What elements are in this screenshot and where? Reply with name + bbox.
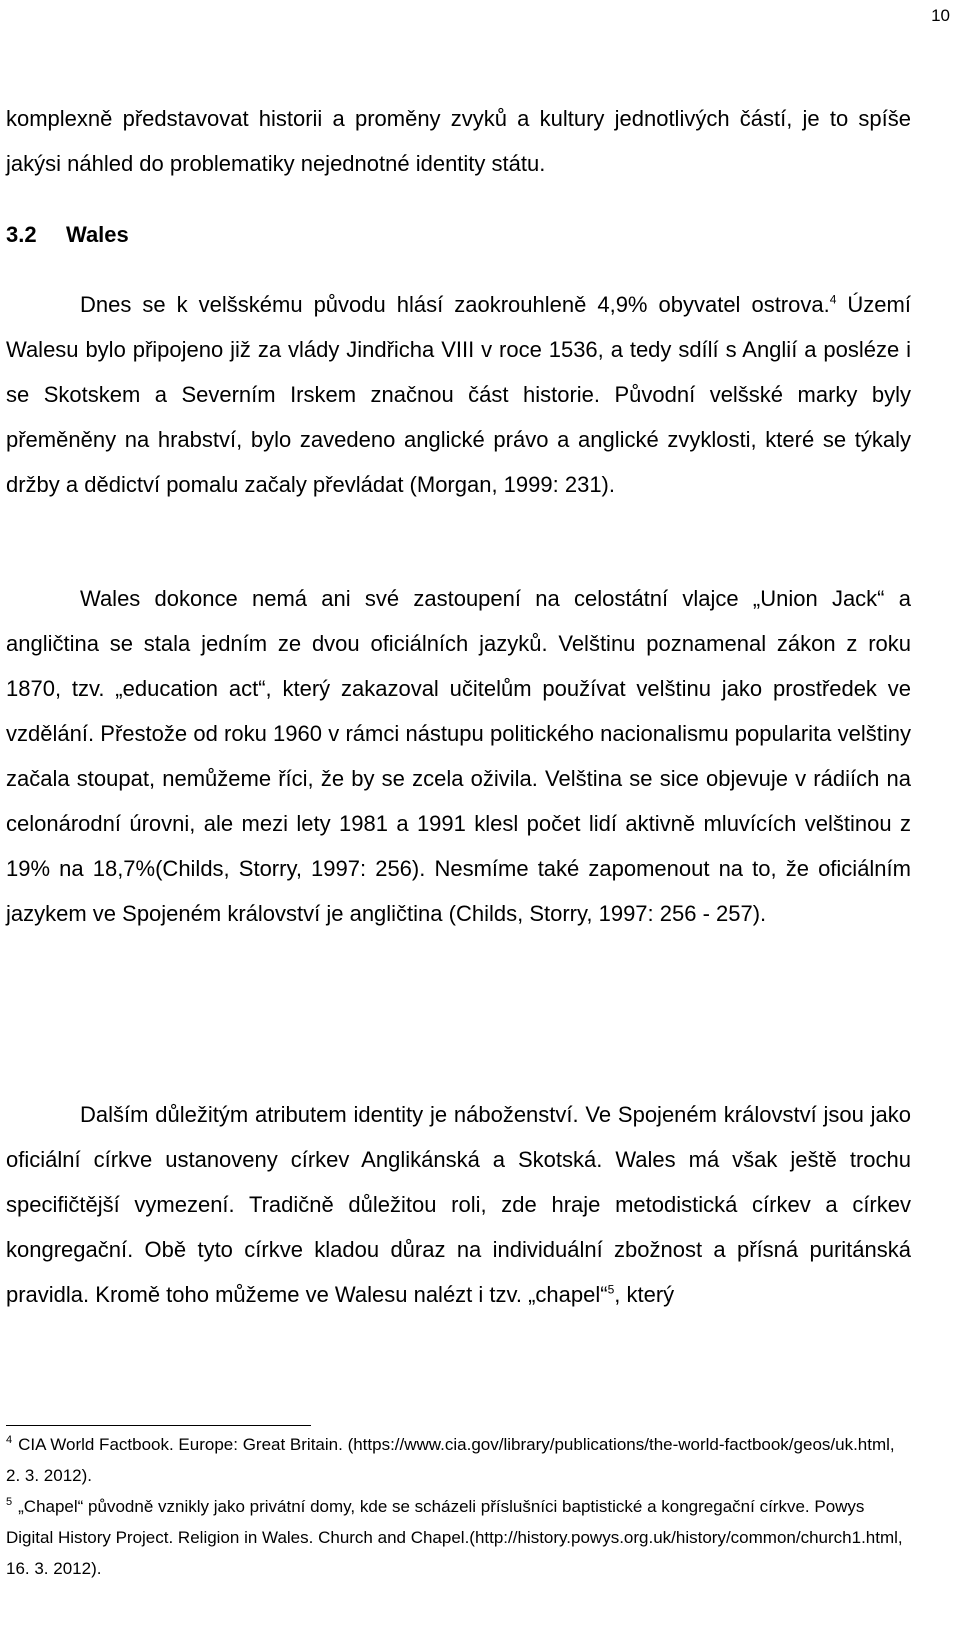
intro-paragraph: komplexně představovat historii a proměny zvyků a kultury jednotlivých částí, je to spíše jakýsi náhled do problematiky nejednotné identity státu. [6, 106, 911, 176]
footnote-ref-5: 5 [607, 1282, 615, 1297]
footnote-5-number: 5 [6, 1496, 13, 1509]
footnote-ref-4: 4 [829, 292, 837, 307]
paragraph-language: Wales dokonce nemá ani své zastoupení na celostátní vlajce „Union Jack“ a angličtina se stala jedním ze dvou oficiálních jazyků. Velštinu poznamenal zákon z roku 1870, tzv. „education act“, který zakazoval učitelům používat velštinu jako prostředek ve vzdělání. Přestože od roku 1960 v rámci nástupu politického nacionalismu popularita velštiny začala stoupat, nemůžeme říci, že by se zcela oživila. Velština se sice objevuje v rádiích na celonárodní úrovni, ale mezi lety 1981 a 1991 klesl počet lidí aktivně mluvících velštinou z 19% na 18,7%(Childs, Storry, 1997: 256). Nesmíme také zapomenout na to, že oficiálním jazykem ve Spojeném království je angličtina (Childs, Storry, 1997: 256 - 257). [6, 586, 911, 926]
paragraph-1-text-a: Dnes se k velšskému původu hlásí zaokrouhleně 4,9% obyvatel ostrova. [80, 292, 830, 317]
section-number: 3.2 [6, 222, 37, 247]
footnote-4-number: 4 [6, 1434, 13, 1447]
footnote-separator [6, 1425, 311, 1426]
paragraph-1-text-b: Území Walesu bylo připojeno již za vlády Jindřicha VIII v roce 1536, a tedy sdílí s Anglií a posléze i se Skotskem a Severním Irskem značnou část historie. Původní velšské marky byly přeměněny na hrabství, bylo zavedeno anglické právo a anglické zvyklosti, které se týkaly držby a dědictví pomalu začaly převládat (Morgan, 1999: 231). [6, 292, 911, 497]
paragraph-3-text-b: , který [614, 1282, 675, 1307]
footnote-5-text: „Chapel“ původně vznikly jako privátní domy, kde se scházeli příslušníci baptistické a kongregační církve. Powys Digital History Project. Religion in Wales. Church and Chapel.(http://history.powys.org.uk/history/common/church1.html, 16. 3. 2012). [6, 1497, 903, 1578]
footnote-4-text: CIA World Factbook. Europe: Great Britain. (https://www.cia.gov/library/publications/the-world-factbook/geos/uk.html, 2. 3. 2012). [6, 1435, 895, 1485]
section-heading [6, 222, 129, 248]
paragraph-wales-history [6, 282, 911, 507]
page-number: 10 [931, 6, 950, 25]
footnote-5 [6, 1491, 911, 1584]
section-title: Wales [66, 222, 129, 247]
footnote-4 [6, 1429, 911, 1491]
paragraph-religion [6, 1092, 911, 1317]
paragraph-3-text-a: Dalším důležitým atributem identity je náboženství. Ve Spojeném království jsou jako oficiální církve ustanoveny církev Anglikánská a Skotská. Wales má však ještě trochu specifičtější vymezení. Tradičně důležitou roli, zde hraje metodistická církev a církev kongregační. Obě tyto církve kladou důraz na individuální zbožnost a přísná puritánská pravidla. Kromě toho můžeme ve Walesu nalézt i tzv. „chapel“ [6, 1102, 911, 1307]
